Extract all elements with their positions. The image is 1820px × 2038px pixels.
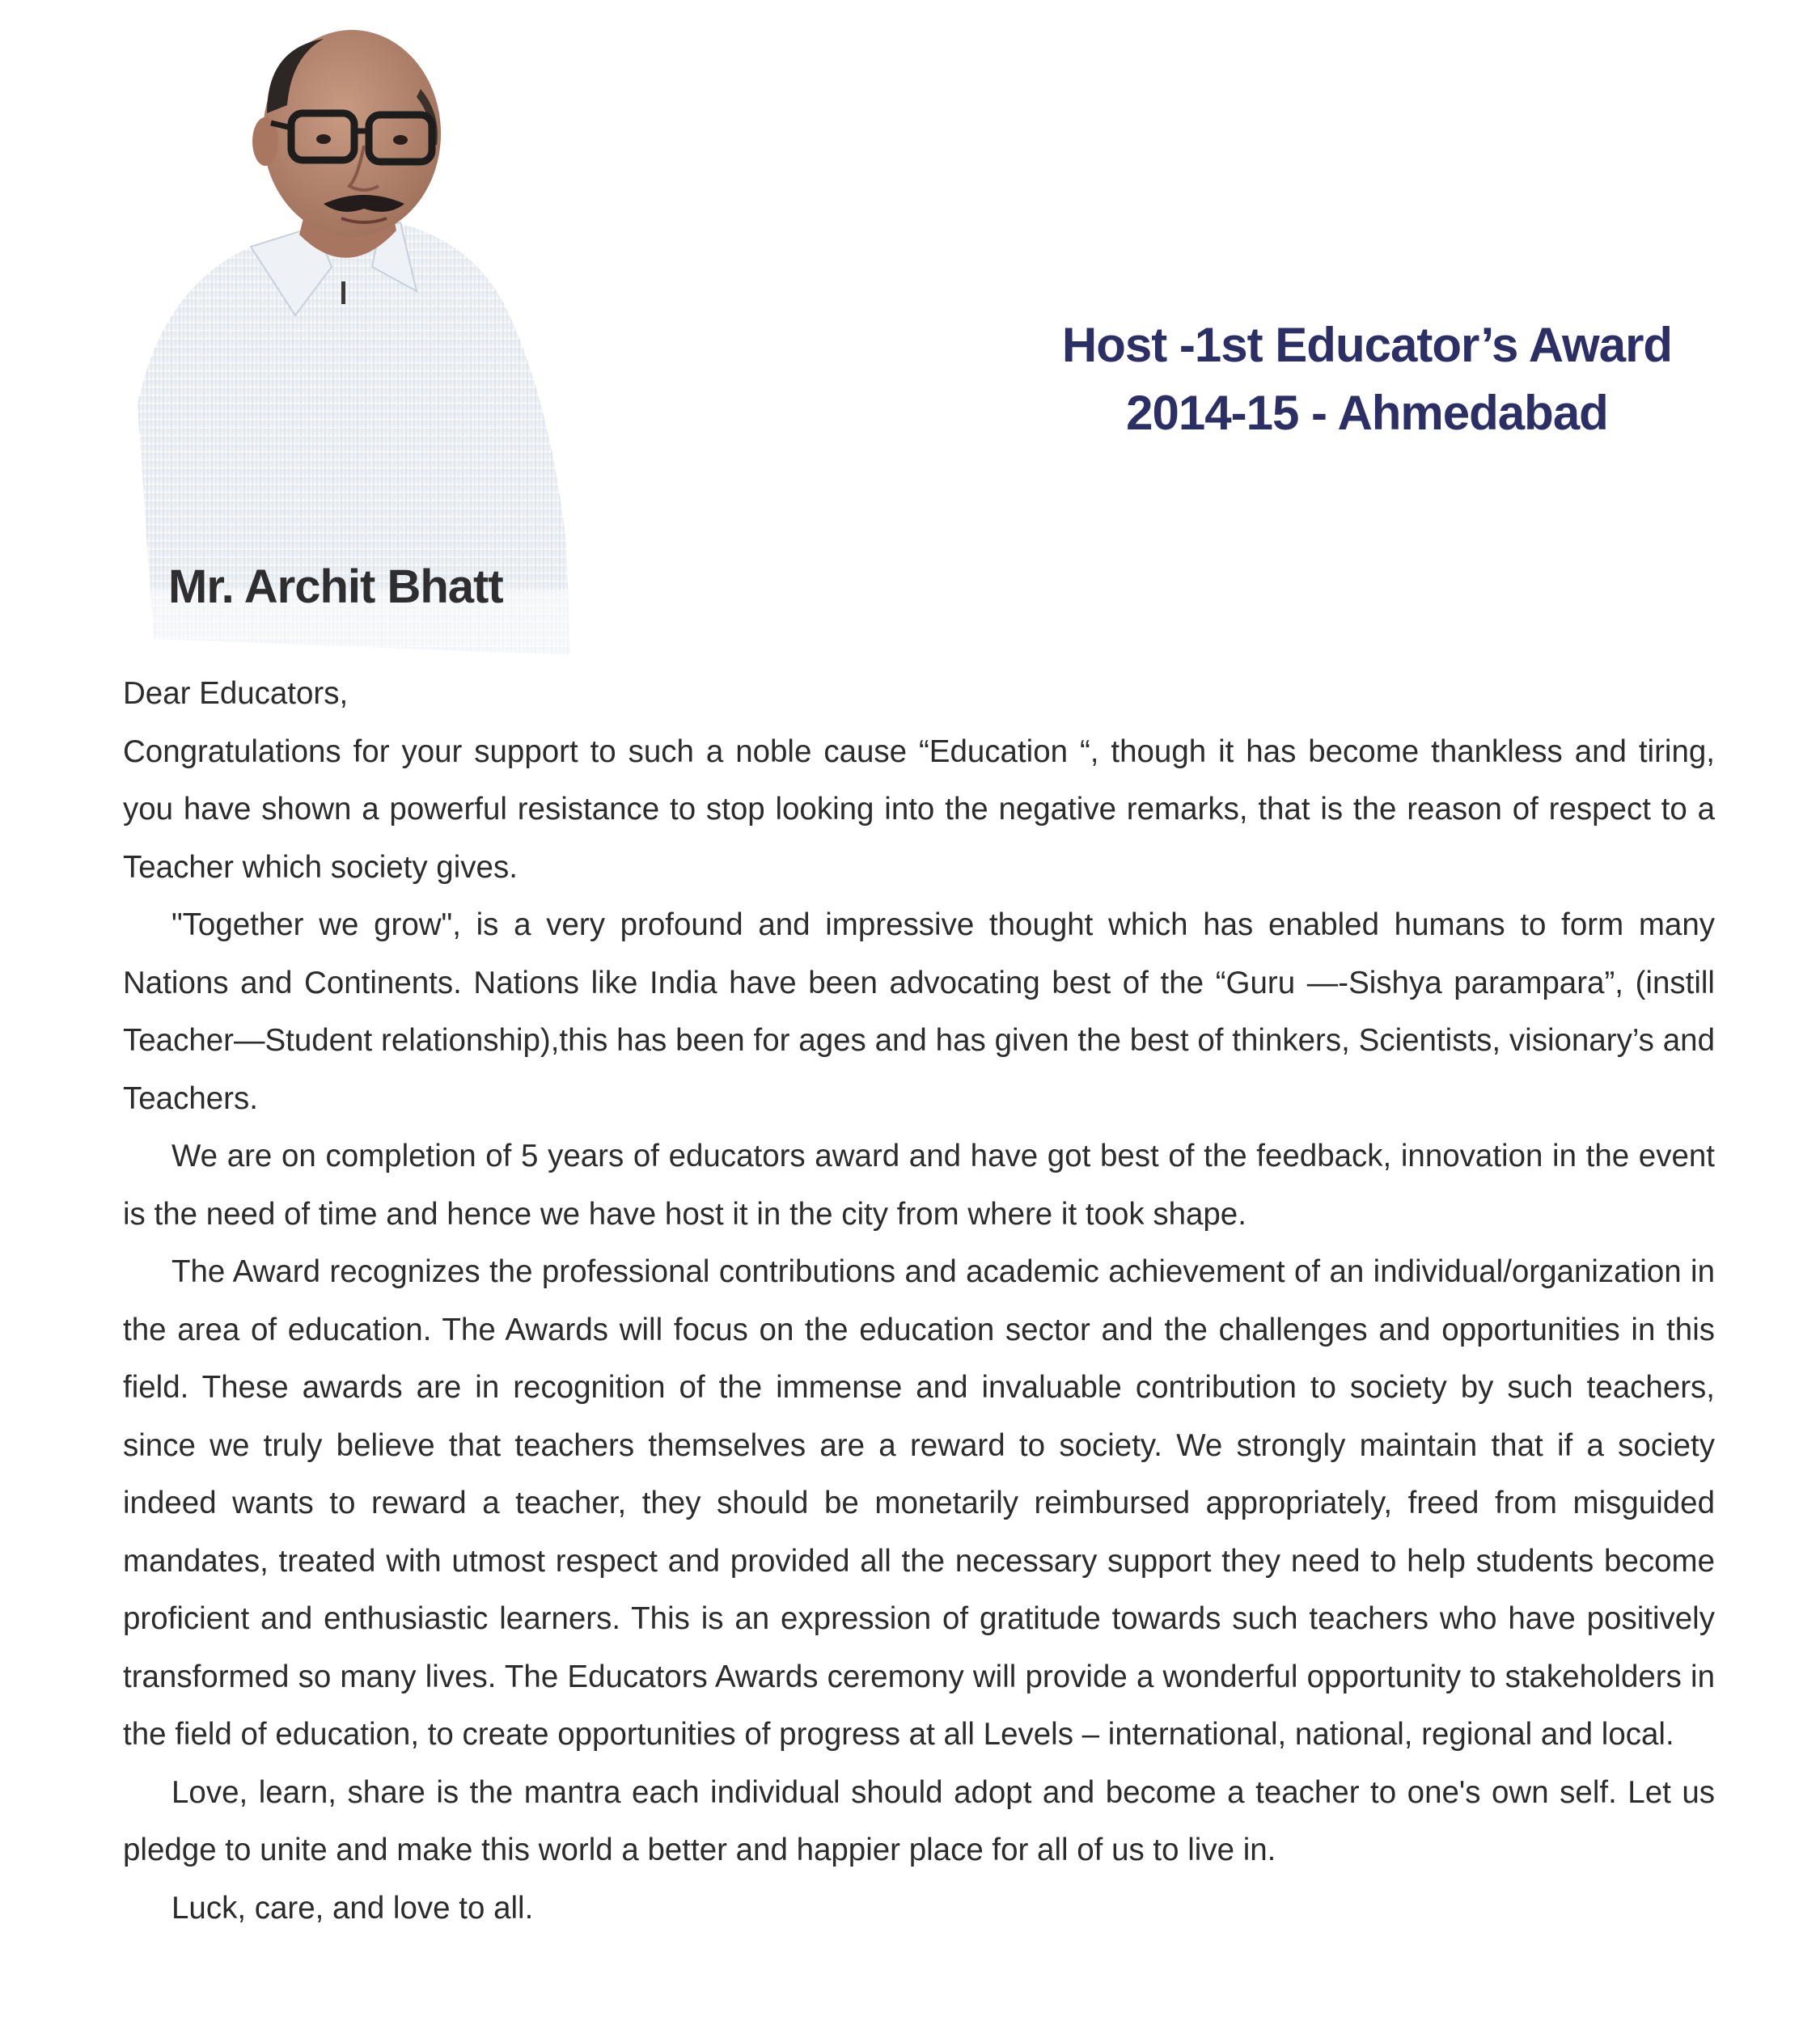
- letter-paragraph: We are on completion of 5 years of educators award and have got best of the feedback, innovation in the event is the need of time and hence we have host it in the city from where it took shape.: [123, 1139, 1715, 1232]
- award-heading: [1003, 311, 1731, 447]
- letter-closing: Luck, care, and love to all.: [171, 1890, 534, 1926]
- letter-paragraph: "Together we grow", is a very profound and impressive thought which has enabled humans to form many Nations and Continents. Nations like India have been advocating best of the “Guru —-Sishya parampara”, (instill Teacher—Student relationship),this has been for ages and has given the best of thinkers, Scientists, visionary’s and Teachers.: [123, 907, 1715, 1116]
- award-title: Host -1st Educator’s Award: [1061, 318, 1673, 372]
- letter-paragraph: The Award recognizes the professional contributions and academic achievement of an individual/organization in the area of education. The Awards will focus on the education sector and the challenges and opportunities in this field. These awards are in recognition of the immense and invaluable contribution to society by such teachers, since we truly believe that teachers themselves are a reward to society. We strongly maintain that if a society indeed wants to reward a teacher, they should be monetarily reimbursed appropriately, freed from misguided mandates, treated with utmost respect and provided all the necessary support they need to help students become proficient and enthusiastic learners. This is an expression of gratitude towards such teachers who have positively transformed so many lives. The Educators Awards ceremony will provide a wonderful opportunity to stakeholders in the field of education, to create opportunities of progress at all Levels – international, national, regional and local.: [123, 1254, 1715, 1752]
- letter-paragraph: Congratulations for your support to such a noble cause “Education “, though it has become thankless and tiring, you have shown a powerful resistance to stop looking into the negative remarks, that is the reason of respect to a Teacher which society gives.: [123, 734, 1715, 885]
- letter-salutation: Dear Educators,: [123, 676, 349, 711]
- award-subtitle: 2014-15 - Ahmedabad: [1126, 386, 1608, 440]
- letter-body: [123, 665, 1715, 1937]
- letter-paragraph: Love, learn, share is the mantra each individual should adopt and become a teacher to one's own self. Let us pledge to unite and make this world a better and happier place for all of us to live in.: [123, 1774, 1715, 1867]
- person-name: Mr. Archit Bhatt: [168, 560, 503, 613]
